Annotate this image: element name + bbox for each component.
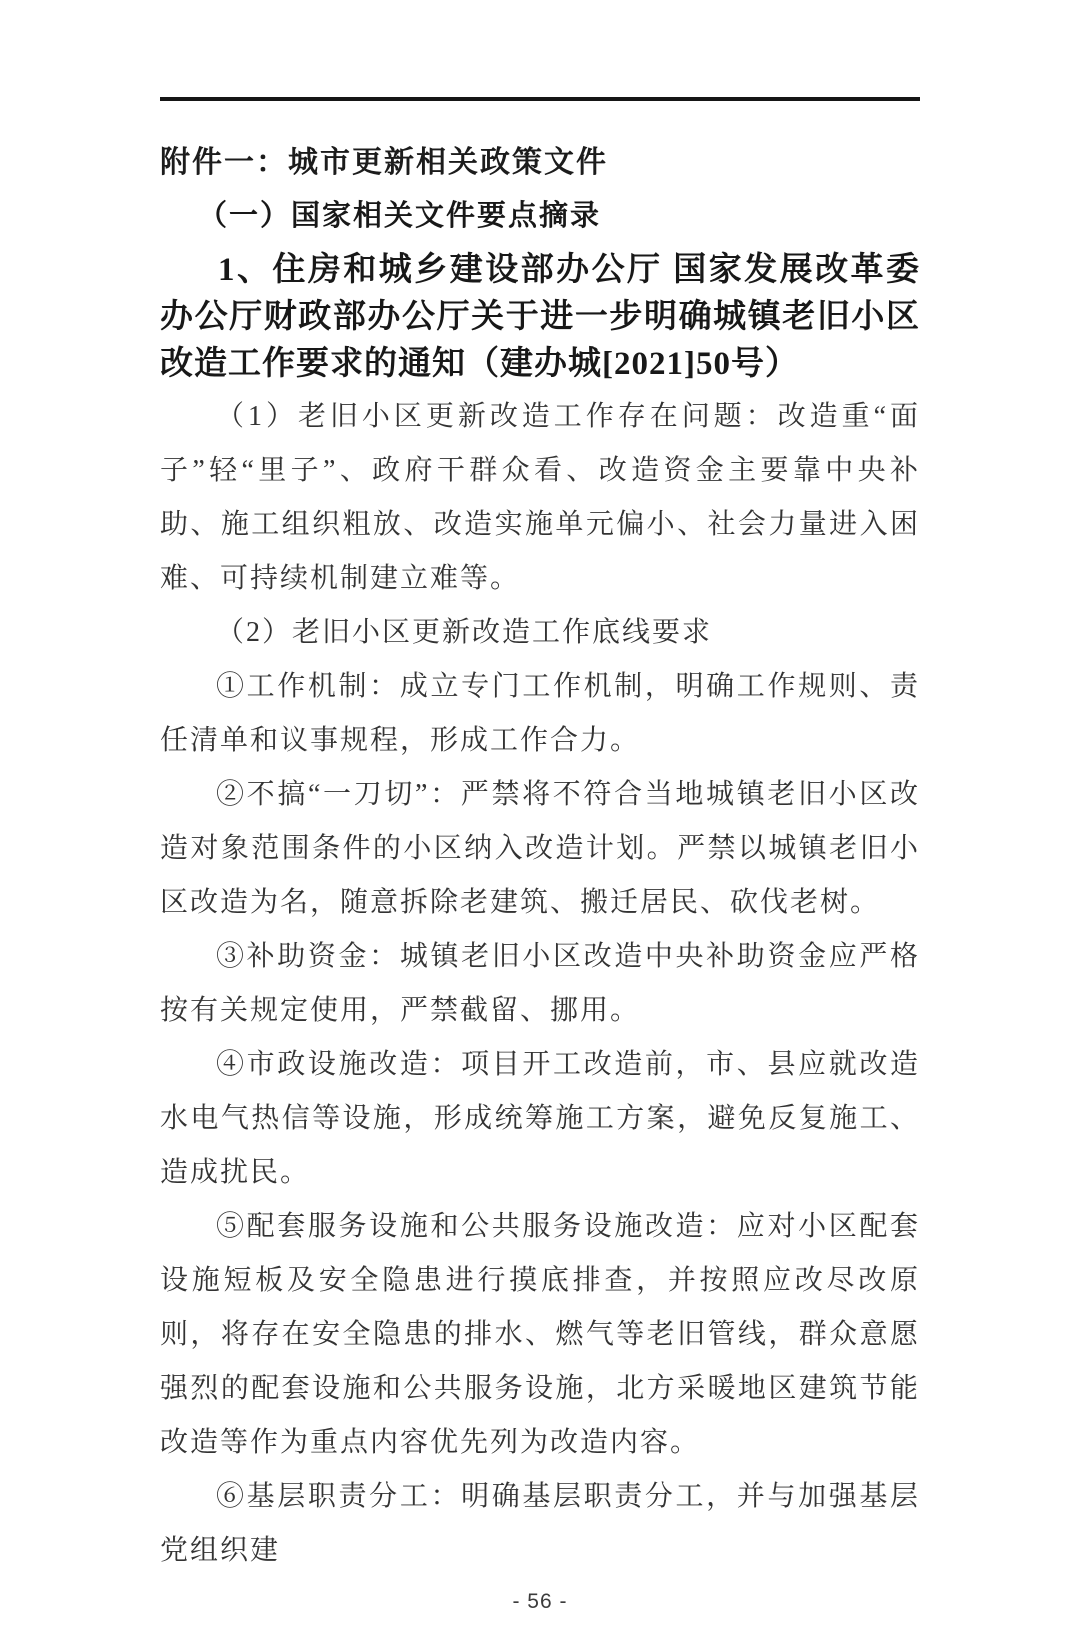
section-heading: （一）国家相关文件要点摘录 xyxy=(198,200,602,232)
document-body xyxy=(160,390,920,1578)
paragraph-6: ④市政设施改造：项目开工改造前，市、县应就改造水电气热信等设施，形成统筹施工方案，避免反复施工、造成扰民。 xyxy=(160,1049,920,1188)
paragraph-1: （1）老旧小区更新改造工作存在问题：改造重“面子”轻“里子”、政府干群众看、改造资金主要靠中央补助、施工组织粗放、改造实施单元偏小、社会力量进入困难、可持续机制建立难等。 xyxy=(160,401,920,594)
attachment-title: 附件一：城市更新相关政策文件 xyxy=(160,146,608,179)
paragraph-4: ②不搞“一刀切”：严禁将不符合当地城镇老旧小区改造对象范围条件的小区纳入改造计划。严禁以城镇老旧小区改造为名，随意拆除老建筑、搬迁居民、砍伐老树。 xyxy=(160,779,920,918)
page-number: - 56 - xyxy=(512,1590,568,1613)
paragraph-3: ①工作机制：成立专门工作机制，明确工作规则、责任清单和议事规程，形成工作合力。 xyxy=(160,671,920,756)
header-rule xyxy=(160,97,920,101)
paragraph-2: （2）老旧小区更新改造工作底线要求 xyxy=(216,617,713,648)
paragraph-7: ⑤配套服务设施和公共服务设施改造：应对小区配套设施短板及安全隐患进行摸底排查，并按照应改尽改原则，将存在安全隐患的排水、燃气等老旧管线，群众意愿强烈的配套设施和公共服务设施，北方采暖地区建筑节能改造等作为重点内容优先列为改造内容。 xyxy=(160,1211,920,1458)
paragraph-5: ③补助资金：城镇老旧小区改造中央补助资金应严格按有关规定使用，严禁截留、挪用。 xyxy=(160,941,920,1026)
item-heading: 1、住房和城乡建设部办公厅 国家发展改革委办公厅财政部办公厅关于进一步明确城镇老旧小区改造工作要求的通知（建办城[2021]50号） xyxy=(160,252,920,382)
document-page xyxy=(160,97,920,1614)
paragraph-8: ⑥基层职责分工：明确基层职责分工，并与加强基层党组织建 xyxy=(160,1481,920,1566)
